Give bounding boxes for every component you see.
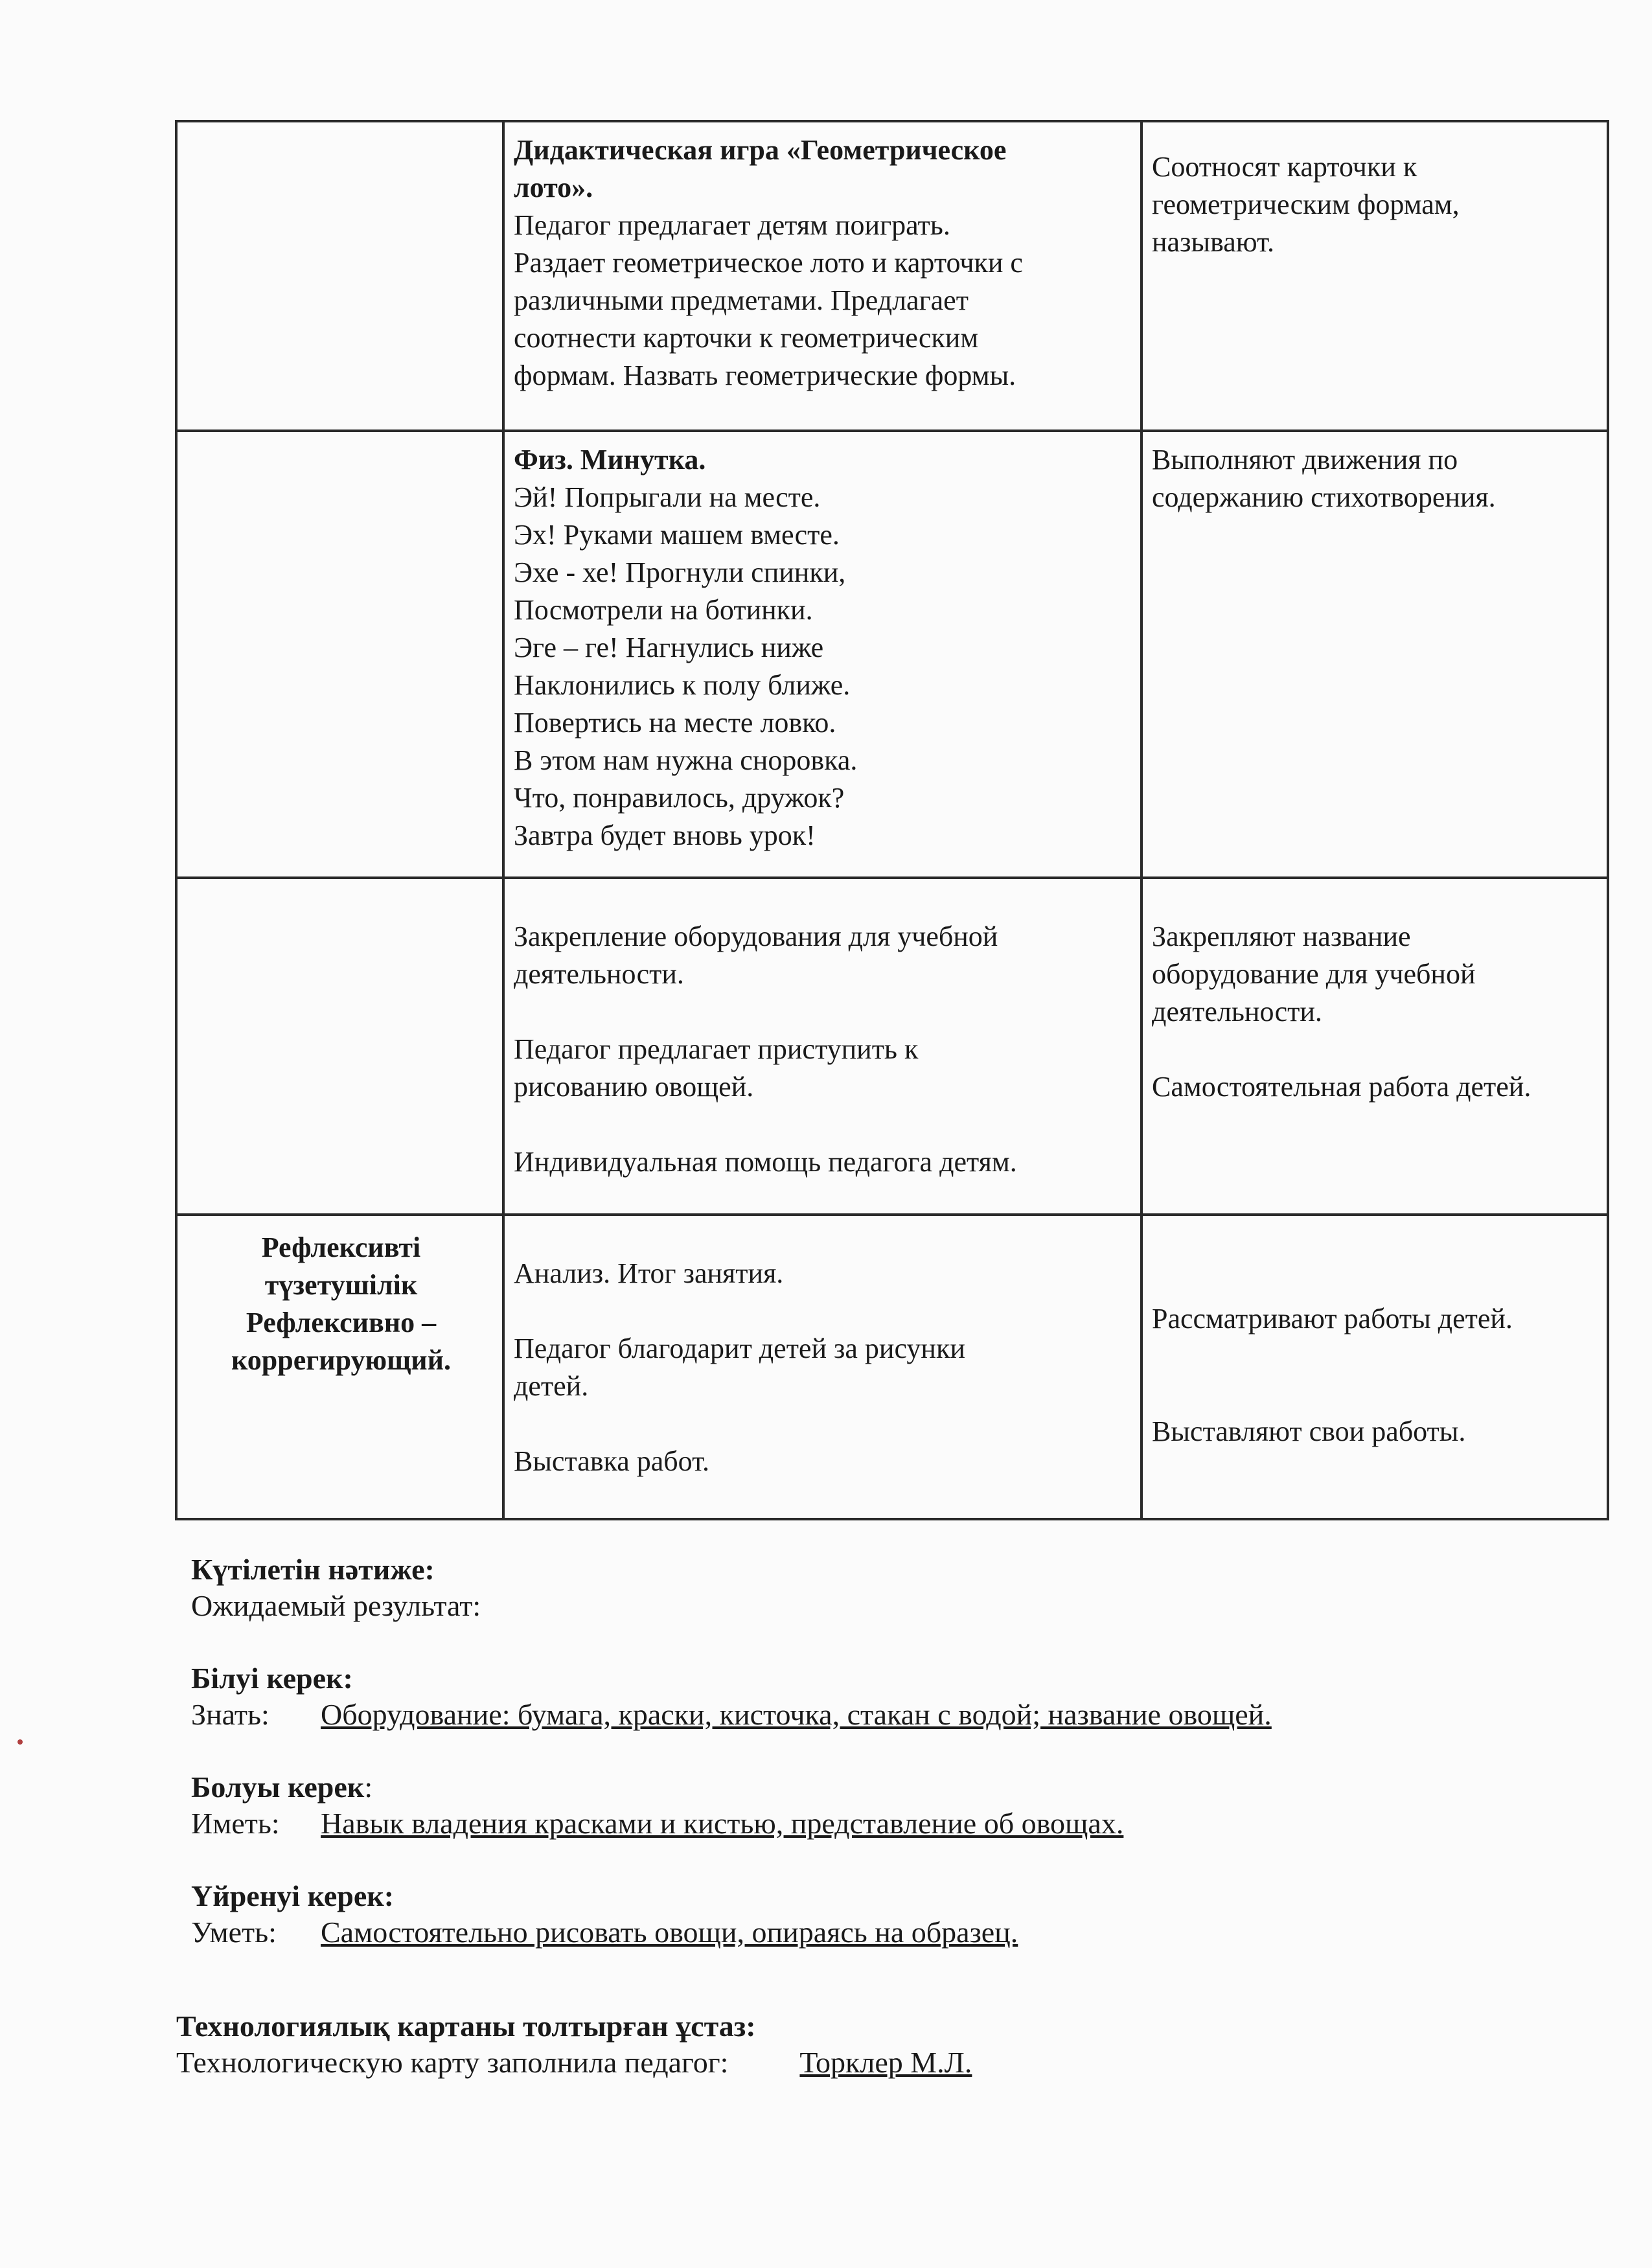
stage-cell	[176, 878, 503, 1215]
learn-row	[191, 1914, 1272, 1951]
children-activity-cell	[1141, 121, 1608, 431]
teacher-activity-line: рисованию овощей.	[514, 1071, 754, 1103]
know-label: Знать:	[191, 1698, 270, 1731]
table-row	[176, 121, 1608, 431]
know-row	[191, 1697, 1272, 1733]
spacer	[1152, 1375, 1600, 1413]
teacher-activity-line: формам. Назвать геометрические формы.	[514, 360, 1016, 391]
teacher-activity-line: В этом нам нужна сноровка.	[514, 744, 858, 776]
teacher-activity-cell	[503, 431, 1141, 878]
have-heading-kz: Болуы керек	[191, 1770, 365, 1804]
spacer	[514, 1292, 1134, 1330]
spacer	[1152, 1031, 1600, 1068]
expected-results	[191, 1552, 1272, 1987]
children-activity-line: геометрическим формам,	[1152, 189, 1460, 220]
teacher-activity-line: Наклонились к полу ближе.	[514, 669, 851, 701]
children-activity-cell	[1141, 878, 1608, 1215]
technology-card-table	[175, 120, 1609, 1520]
results-heading-kz: Күтілетін нәтиже:	[191, 1553, 435, 1586]
teacher-activity-cell	[503, 121, 1141, 431]
have-heading-kz-row	[191, 1769, 1272, 1805]
teacher-activity-line: Эй! Попрыгали на месте.	[514, 481, 821, 513]
spacer	[514, 1106, 1134, 1143]
children-activity-cell	[1141, 431, 1608, 878]
teacher-activity-line: Индивидуальная помощь педагога детям.	[514, 1146, 1017, 1178]
teacher-activity-line: Педагог предлагает детям поиграть.	[514, 209, 950, 241]
spacer	[1152, 1225, 1600, 1263]
have-heading-colon: :	[364, 1770, 373, 1804]
know-heading-kz: Білуі керек:	[191, 1662, 353, 1695]
children-activity-line: Самостоятельная работа детей.	[1152, 1071, 1532, 1103]
teacher-activity-line: Эге – ге! Нагнулись ниже	[514, 632, 824, 663]
have-row	[191, 1805, 1272, 1842]
children-activity-line: называют.	[1152, 226, 1274, 258]
children-activity-line: Закрепляют название	[1152, 921, 1411, 952]
children-activity-line: содержанию стихотворения.	[1152, 481, 1496, 513]
learn-value: Самостоятельно рисовать овощи, опираясь на образец.	[321, 1916, 1018, 1949]
teacher-activity-line: Раздает геометрическое лото и карточки с	[514, 247, 1023, 279]
filled-by-ru: Технологическую карту заполнила педагог:	[176, 2046, 729, 2079]
children-activity-cell	[1141, 1215, 1608, 1519]
scan-speck	[17, 1739, 23, 1745]
teacher-signature-block	[176, 2008, 972, 2081]
teacher-activity-line: Закрепление оборудования для учебной	[514, 921, 998, 952]
learn-label: Уметь:	[191, 1916, 277, 1949]
have-value: Навык владения красками и кистью, представление об овощах.	[321, 1807, 1124, 1840]
children-activity-line: оборудование для учебной	[1152, 958, 1476, 990]
teacher-activity-title: Дидактическая игра «Геометрическое	[514, 134, 1007, 166]
children-activity-line: деятельности.	[1152, 996, 1322, 1027]
teacher-activity-line: Выставка работ.	[514, 1445, 710, 1477]
children-activity-line: Соотносят карточки к	[1152, 151, 1417, 183]
have-label: Иметь:	[191, 1807, 280, 1840]
teacher-activity-title: лото».	[514, 172, 593, 203]
teacher-activity-cell	[503, 878, 1141, 1215]
teacher-activity-line: соотнести карточки к геометрическим	[514, 322, 979, 354]
stage-line: түзетушілік	[264, 1269, 418, 1301]
children-activity-line: Рассматривают работы детей.	[1152, 1303, 1513, 1334]
know-value: Оборудование: бумага, краски, кисточка, стакан с водой; название овощей.	[321, 1698, 1272, 1731]
results-heading-ru: Ожидаемый результат:	[191, 1589, 481, 1622]
teacher-activity-line: Педагог предлагает приступить к	[514, 1033, 919, 1065]
teacher-activity-line: Повертись на месте ловко.	[514, 707, 836, 739]
teacher-activity-line: Эхе - хе! Прогнули спинки,	[514, 556, 846, 588]
learn-heading-kz: Үйренуі керек:	[191, 1879, 395, 1912]
spacer	[1152, 1338, 1600, 1375]
children-activity-line: Выставляют свои работы.	[1152, 1415, 1466, 1447]
children-activity-line: Выполняют движения по	[1152, 444, 1458, 475]
stage-cell	[176, 431, 503, 878]
spacer	[1152, 1263, 1600, 1300]
teacher-activity-title: Физ. Минутка.	[514, 444, 706, 475]
teacher-activity-line: Анализ. Итог занятия.	[514, 1257, 784, 1289]
teacher-activity-line: Завтра будет вновь урок!	[514, 819, 816, 851]
teacher-activity-cell	[503, 1215, 1141, 1519]
teacher-name: Торклер М.Л.	[799, 2046, 972, 2079]
teacher-activity-line: Посмотрели на ботинки.	[514, 594, 813, 626]
spacer	[514, 993, 1134, 1031]
teacher-activity-line: Эх! Руками машем вместе.	[514, 519, 840, 551]
spacer	[514, 1405, 1134, 1443]
table-row	[176, 431, 1608, 878]
stage-line: Рефлексивті	[261, 1231, 421, 1263]
teacher-activity-line: Педагог благодарит детей за рисунки	[514, 1333, 965, 1364]
teacher-activity-line: различными предметами. Предлагает	[514, 284, 969, 316]
filled-by-kz: Технологиялық картаны толтырған ұстаз:	[176, 2010, 756, 2043]
teacher-activity-line: детей.	[514, 1370, 589, 1402]
stage-cell	[176, 1215, 503, 1519]
stage-line: коррегирующий.	[231, 1344, 451, 1376]
stage-cell	[176, 121, 503, 431]
filled-by-row	[176, 2045, 972, 2081]
stage-line: Рефлексивно –	[246, 1307, 437, 1338]
table-row	[176, 878, 1608, 1215]
table-row	[176, 1215, 1608, 1519]
teacher-activity-line: деятельности.	[514, 958, 684, 990]
teacher-activity-line: Что, понравилось, дружок?	[514, 782, 845, 814]
